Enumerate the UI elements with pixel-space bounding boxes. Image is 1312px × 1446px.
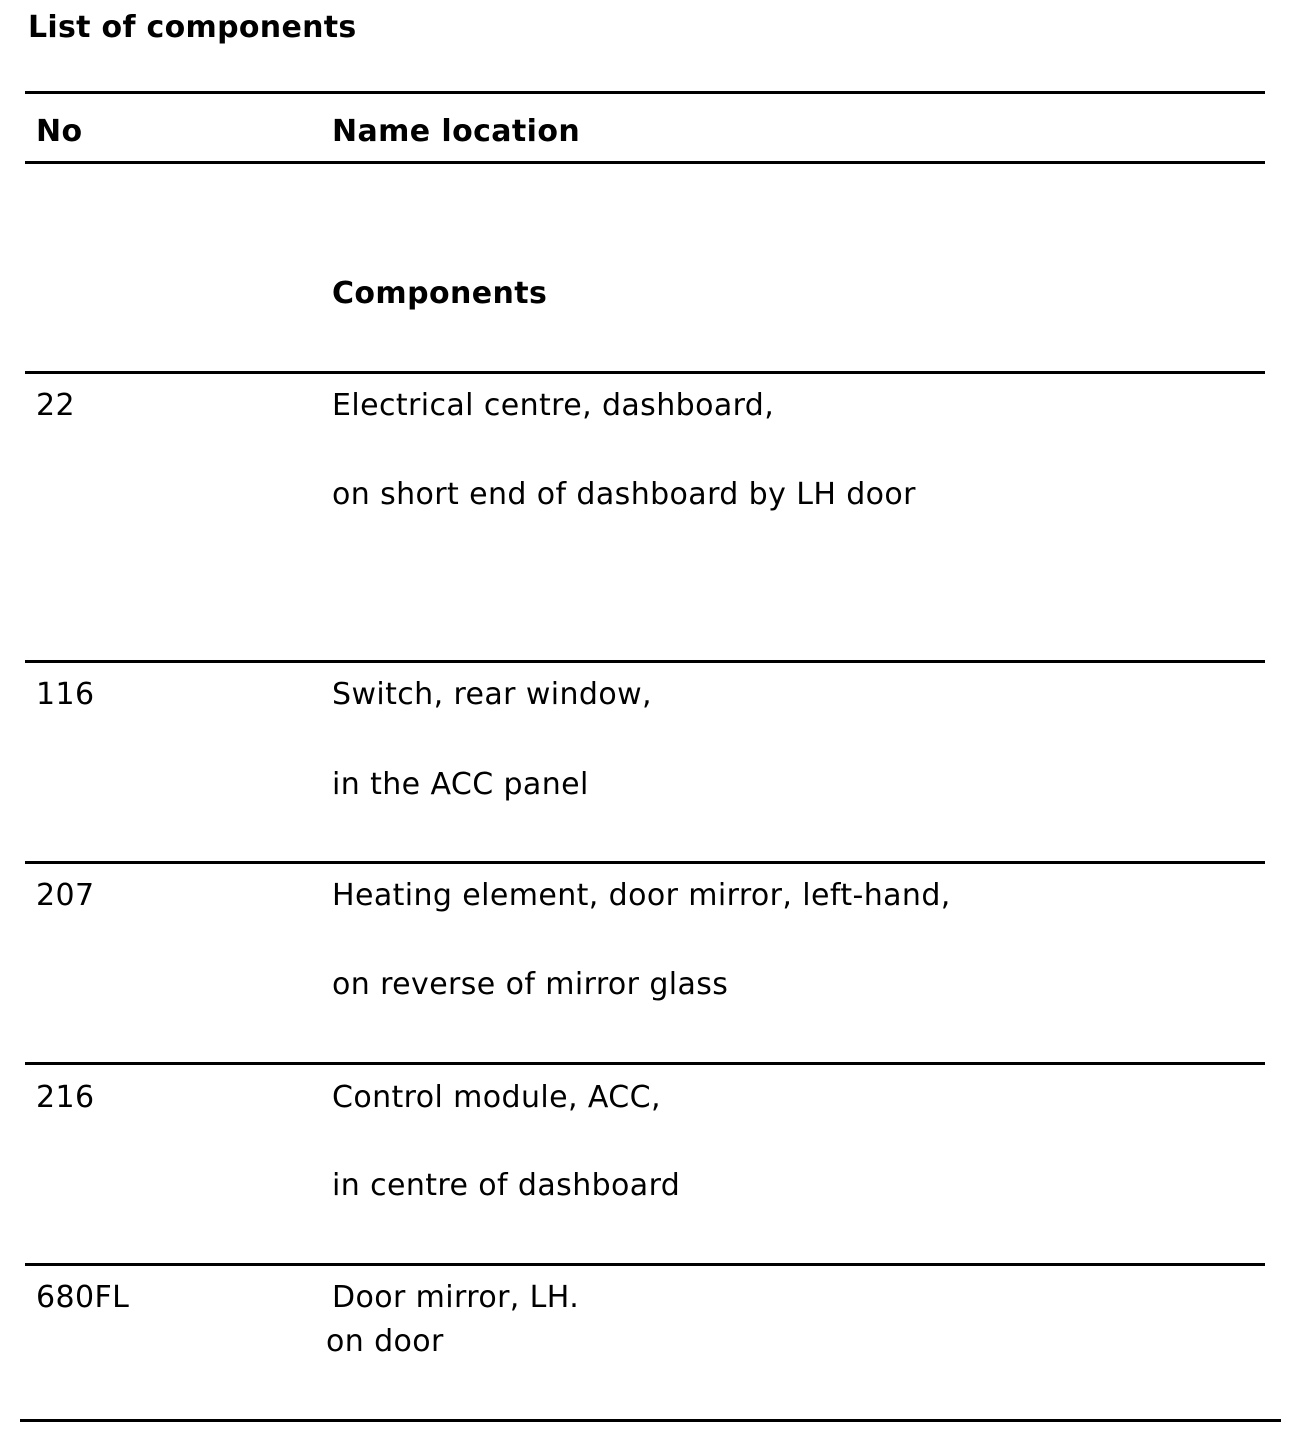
row-number: 207 [36, 878, 95, 913]
row-divider [25, 660, 1265, 663]
row-name: Switch, rear window, [332, 677, 652, 712]
row-location: on door [326, 1324, 444, 1359]
row-number: 680FL [36, 1280, 130, 1315]
row-number: 216 [36, 1080, 95, 1115]
row-location: on short end of dashboard by LH door [332, 477, 916, 512]
column-header-no: No [36, 114, 83, 149]
row-location: in the ACC panel [332, 767, 589, 802]
row-name: Door mirror, LH. [332, 1280, 580, 1315]
row-divider [25, 1263, 1265, 1266]
row-divider [25, 1062, 1265, 1065]
header-bottom-rule [25, 161, 1265, 164]
row-name: Control module, ACC, [332, 1080, 661, 1115]
row-number: 116 [36, 677, 95, 712]
column-header-name-location: Name location [332, 114, 581, 149]
section-heading: Components [332, 276, 548, 311]
row-location: on reverse of mirror glass [332, 967, 729, 1002]
row-name: Heating element, door mirror, left-hand, [332, 878, 951, 913]
row-location: in centre of dashboard [332, 1168, 681, 1203]
page-title: List of components [28, 10, 357, 45]
row-name: Electrical centre, dashboard, [332, 388, 775, 423]
row-number: 22 [36, 388, 75, 423]
row-divider [25, 861, 1265, 864]
row-divider [25, 371, 1265, 374]
table-bottom-rule [20, 1419, 1281, 1422]
table-top-rule [25, 91, 1265, 94]
